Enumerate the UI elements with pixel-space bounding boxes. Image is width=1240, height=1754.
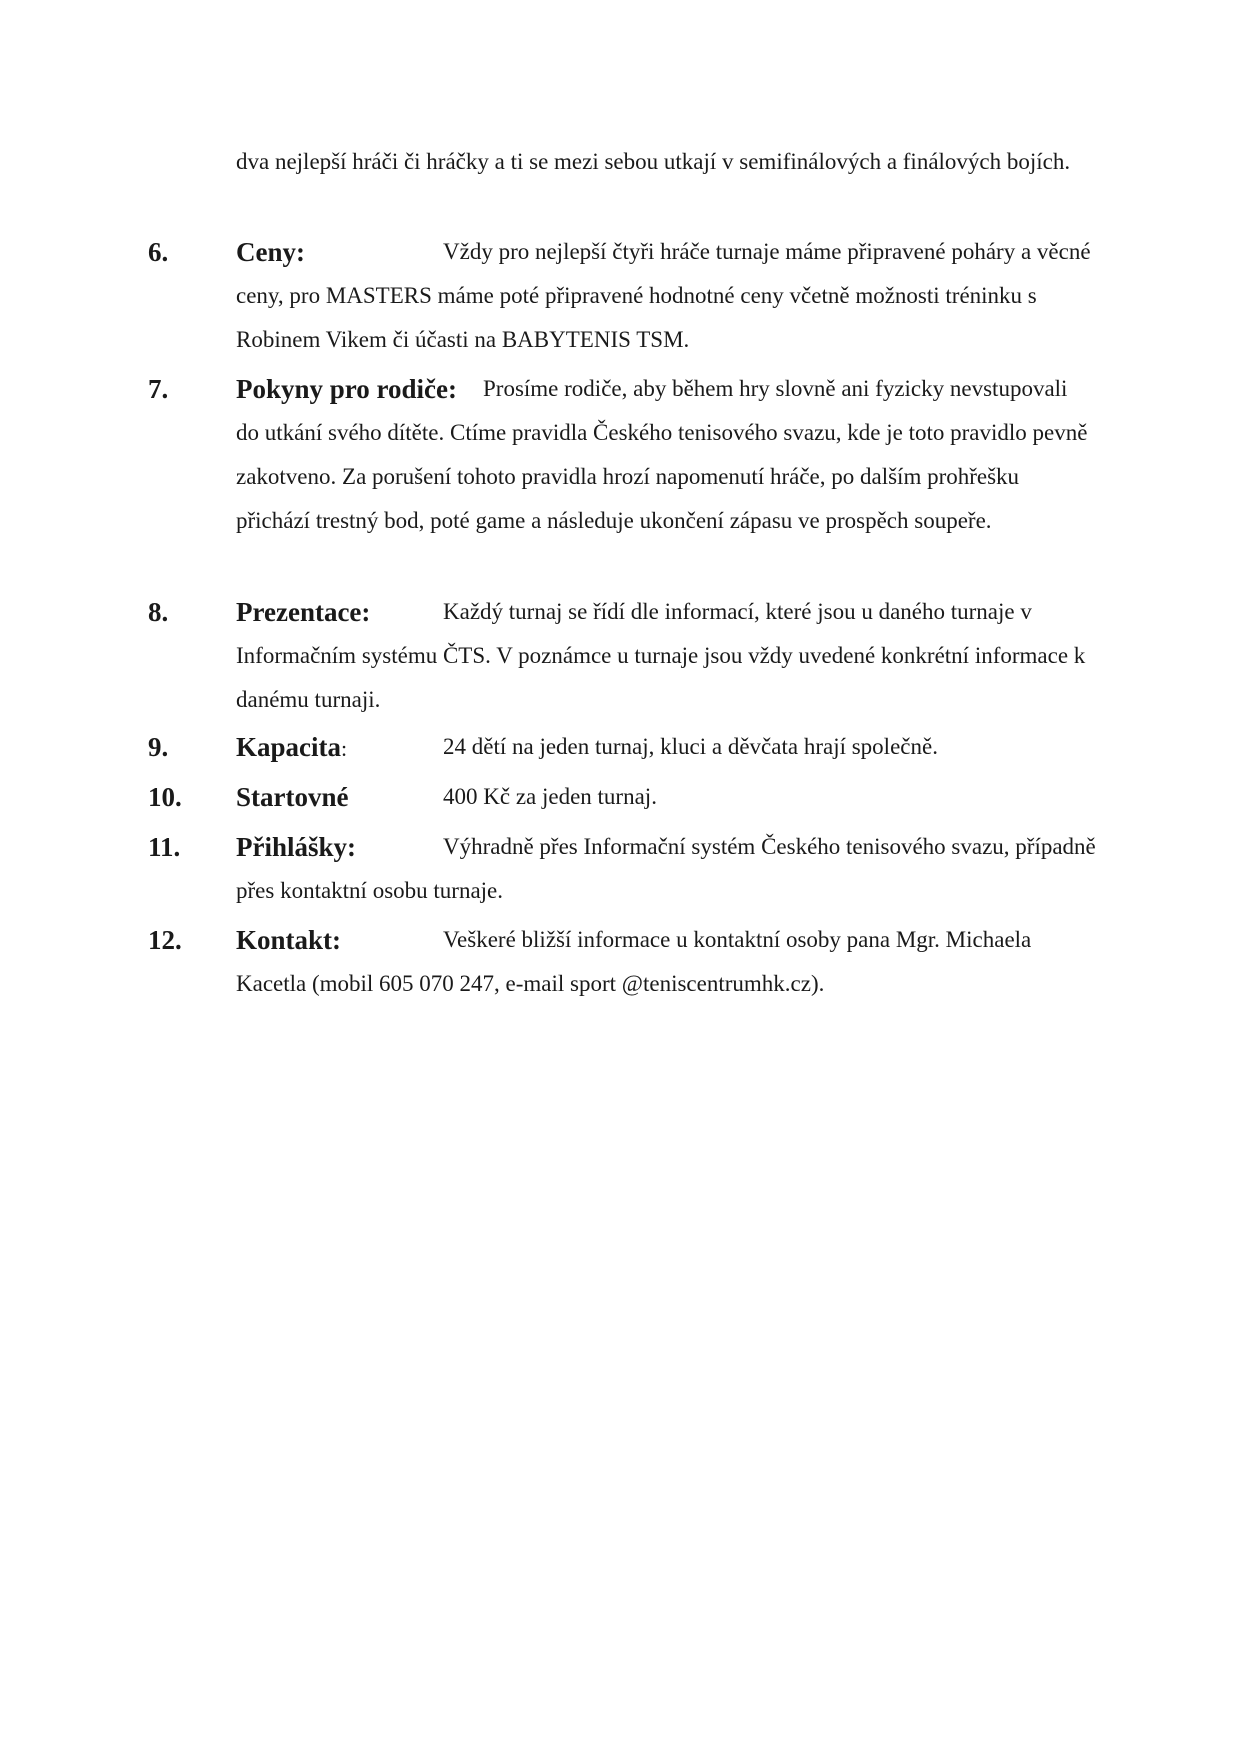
section-text: 24 dětí na jeden turnaj, kluci a děvčata hrají společně. (443, 734, 938, 759)
section-text: Výhradně přes Informační systém Českého tenisového svazu, případně přes kontaktní osobu turnaje. (236, 834, 1096, 903)
section-title: Přihlášky: (236, 832, 357, 862)
section-text: Prosíme rodiče, aby během hry slovně ani fyzicky nevstupovali do utkání svého dítěte. Ctíme pravidla Českého tenisového svazu, kde je toto pravidlo pevně zakotveno. Za porušení tohoto pravidla hrozí napomenutí hráče, po dalším prohřešku přichází trestný bod, poté game a následuje ukončení zápasu ve prospěch soupeře. (236, 376, 1088, 533)
section-title: Pokyny pro rodiče: (236, 374, 458, 404)
section-title: Prezentace: (236, 597, 371, 627)
section-number: 12. (148, 925, 182, 955)
section-text: 400 Kč za jeden turnaj. (443, 784, 657, 809)
section-title-suffix: : (341, 736, 348, 761)
section-title: Ceny: (236, 237, 305, 267)
section-title: Kontakt: (236, 925, 342, 955)
intro-paragraph: dva nejlepší hráči či hráčky a ti se mezi sebou utkají v semifinálových a finálových bojích. (236, 149, 1071, 174)
section-number: 8. (148, 597, 169, 627)
section-number: 10. (148, 782, 182, 812)
section-text: Vždy pro nejlepší čtyři hráče turnaje máme připravené poháry a věcné ceny, pro MASTERS máme poté připravené hodnotné ceny včetně možnosti tréninku s Robinem Vikem či účasti na BABYTENIS TSM. (236, 239, 1091, 352)
section-text: Veškeré bližší informace u kontaktní osoby pana Mgr. Michaela Kacetla (mobil 605 070 247, e-mail sport @teniscentrumhk.cz). (236, 927, 1032, 996)
section-number: 6. (148, 237, 169, 267)
section-number: 7. (148, 374, 169, 404)
section-number: 9. (148, 732, 169, 762)
section-text: Každý turnaj se řídí dle informací, které jsou u daného turnaje v Informačním systému ČTS. V poznámce u turnaje jsou vždy uvedené konkrétní informace k danému turnaji. (236, 599, 1086, 712)
section-title-text: Kapacita (236, 732, 341, 762)
section-title: Startovné (236, 782, 349, 812)
section-number: 11. (148, 832, 181, 862)
